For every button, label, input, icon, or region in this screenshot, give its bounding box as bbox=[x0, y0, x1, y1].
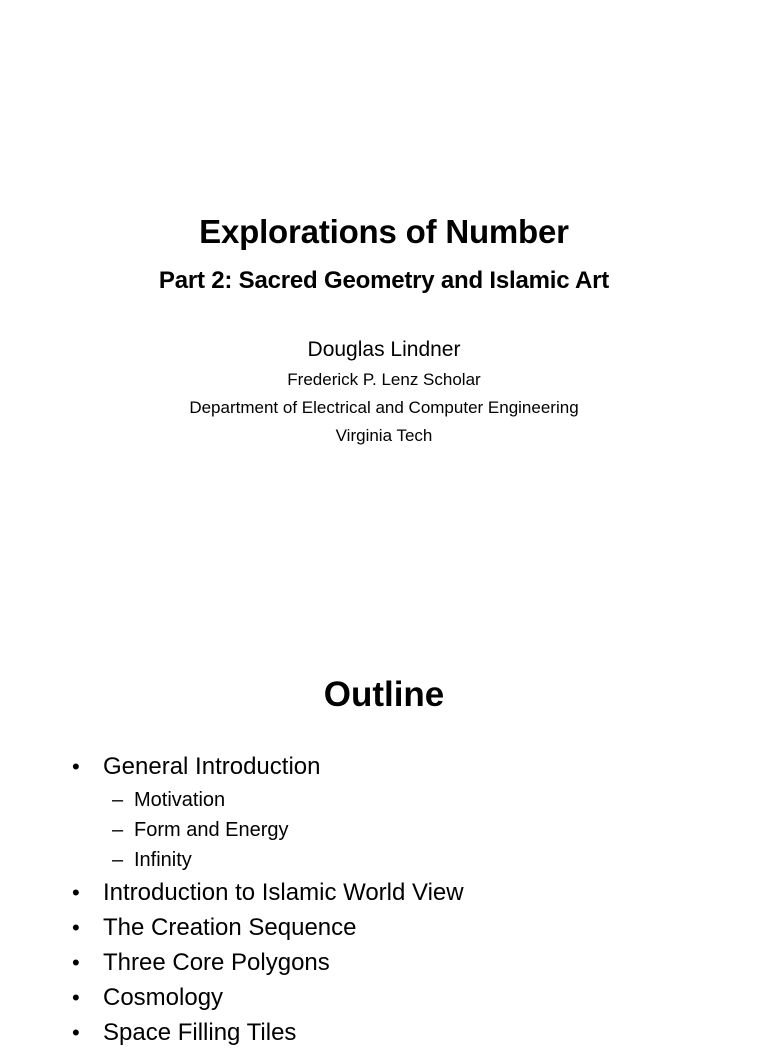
presentation-subtitle: Part 2: Sacred Geometry and Islamic Art bbox=[158, 267, 610, 294]
bullet-marker: • bbox=[72, 1020, 80, 1045]
sub-list-item-label: Form and Energy bbox=[134, 819, 289, 841]
author-title: Frederick P. Lenz Scholar bbox=[287, 370, 481, 389]
author-name: Douglas Lindner bbox=[307, 338, 461, 361]
bullet-marker: • bbox=[72, 950, 80, 975]
sub-list-item-label: Motivation bbox=[134, 789, 226, 811]
list-item-label: Introduction to Islamic World View bbox=[103, 879, 464, 906]
bullet-marker: • bbox=[72, 915, 80, 940]
sub-list-item-label: Infinity bbox=[134, 849, 192, 871]
presentation-title: Explorations of Number bbox=[199, 213, 569, 250]
list-item bbox=[72, 983, 223, 1013]
sub-marker: – bbox=[112, 849, 124, 871]
list-item bbox=[72, 913, 357, 943]
bullet-marker: • bbox=[72, 880, 80, 905]
sub-list-item bbox=[112, 817, 289, 843]
sub-list-item bbox=[112, 787, 225, 813]
sub-marker: – bbox=[112, 789, 124, 811]
list-item-label: Three Core Polygons bbox=[103, 949, 330, 976]
sub-list-item bbox=[112, 847, 192, 873]
list-item bbox=[72, 878, 464, 908]
list-item bbox=[72, 752, 320, 782]
list-item bbox=[72, 1018, 296, 1048]
bullet-marker: • bbox=[72, 985, 80, 1010]
author-institution: Virginia Tech bbox=[335, 426, 433, 445]
sub-marker: – bbox=[112, 819, 124, 841]
bullet-marker: • bbox=[72, 754, 80, 779]
list-item-label: The Creation Sequence bbox=[103, 914, 357, 941]
list-item-label: Cosmology bbox=[103, 984, 224, 1011]
list-item-label: Space Filling Tiles bbox=[103, 1019, 297, 1046]
outline-title: Outline bbox=[323, 675, 445, 714]
outline-slide bbox=[0, 640, 768, 1046]
list-item bbox=[72, 948, 330, 978]
author-department: Department of Electrical and Computer Engineering bbox=[189, 398, 579, 417]
list-item-label: General Introduction bbox=[103, 753, 321, 780]
